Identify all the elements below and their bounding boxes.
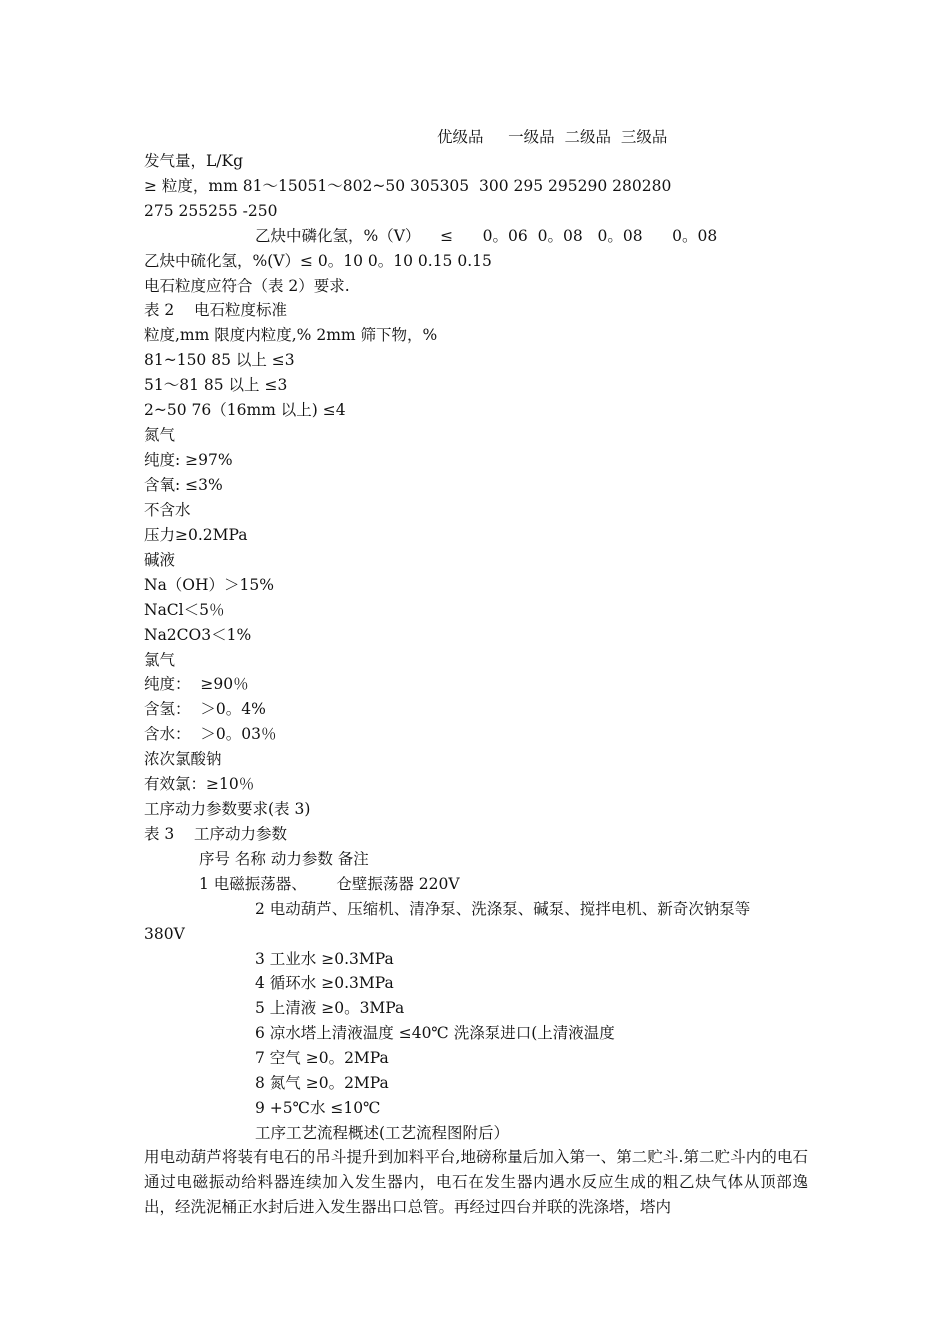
- text-line: 含氧: ≤3%: [144, 476, 223, 494]
- text-line: 压力≥0.2MPa: [144, 526, 248, 544]
- text-line: 工序动力参数要求(表 3): [144, 800, 311, 818]
- text-line: 发气量，L/Kg: [144, 152, 244, 170]
- text-line: 有效氯：≥10％: [144, 775, 255, 793]
- text-line: 浓次氯酸钠: [144, 750, 222, 768]
- text-line: 275 255255 -250: [144, 202, 278, 220]
- text-line: 氯气: [144, 651, 176, 669]
- table3-row: 8 氮气 ≥0。2MPa: [255, 1074, 389, 1092]
- text-line: 不含水: [144, 501, 191, 519]
- text-line: 含氢： ＞0。4%: [144, 700, 266, 718]
- text-line: Na（OH）＞15%: [144, 576, 274, 594]
- table3-row: 3 工业水 ≥0.3MPa: [255, 950, 394, 968]
- grade-header: 优级品 一级品 二级品 三级品: [437, 128, 668, 146]
- table3-row: 7 空气 ≥0。2MPa: [255, 1049, 389, 1067]
- process-paragraph: 用电动葫芦将装有电石的吊斗提升到加料平台,地磅称量后加入第一、第二贮斗.第二贮斗内的电石通过电磁振动给料器连续加入发生器内，电石在发生器内遇水反应生成的粗乙炔气体从顶部逸出，经洗泥桶正水封后进入发生器出口总管。再经过四台并联的洗涤塔，塔内: [144, 1148, 808, 1216]
- text-line: 碱液: [144, 551, 176, 569]
- text-line: 氮气: [144, 426, 176, 444]
- text-line: 纯度: ≥97%: [144, 451, 233, 469]
- text-line: 乙炔中硫化氢，%(V）≤ 0。10 0。10 0.15 0.15: [144, 252, 492, 270]
- text-line: 2~50 76（16mm 以上) ≤4: [144, 401, 346, 419]
- text-line: 电石粒度应符合（表 2）要求.: [144, 277, 350, 295]
- table3-row: 1 电磁振荡器、 仓壁振荡器 220V: [199, 875, 460, 893]
- section-heading: 工序工艺流程概述(工艺流程图附后）: [255, 1124, 510, 1142]
- text-line: Na2CO3＜1%: [144, 626, 252, 644]
- text-line: 51～81 85 以上 ≤3: [144, 376, 288, 394]
- table-caption: 表 3 工序动力参数: [144, 825, 287, 843]
- table3-row: 4 循环水 ≥0.3MPa: [255, 974, 394, 992]
- text-line: 81~150 85 以上 ≤3: [144, 351, 295, 369]
- table3-header: 序号 名称 动力参数 备注: [199, 850, 369, 868]
- table-caption: 表 2 电石粒度标准: [144, 301, 287, 319]
- table3-row: 2 电动葫芦、压缩机、清净泵、洗涤泵、碱泵、搅拌电机、新奇次钠泵等: [255, 900, 751, 918]
- text-line: NaCl＜5％: [144, 601, 225, 619]
- text-line: 含水： ＞0。03％: [144, 725, 277, 743]
- table3-row: 9 +5℃水 ≤10℃: [255, 1099, 381, 1117]
- text-line: 粒度,mm 限度内粒度,% 2mm 筛下物，%: [144, 326, 438, 344]
- text-line: 纯度： ≥90％: [144, 675, 249, 693]
- table3-row: 5 上清液 ≥0。3MPa: [255, 999, 405, 1017]
- text-line: 乙炔中磷化氢，%（V） ≤ 0。06 0。08 0。08 0。08: [255, 227, 718, 245]
- text-line: ≥ 粒度，mm 81～15051～802~50 305305 300 295 295290 280280: [144, 177, 672, 195]
- table3-row-continuation: 380V: [144, 925, 185, 943]
- table3-row: 6 凉水塔上清液温度 ≤40℃ 洗涤泵进口(上清液温度: [255, 1024, 615, 1042]
